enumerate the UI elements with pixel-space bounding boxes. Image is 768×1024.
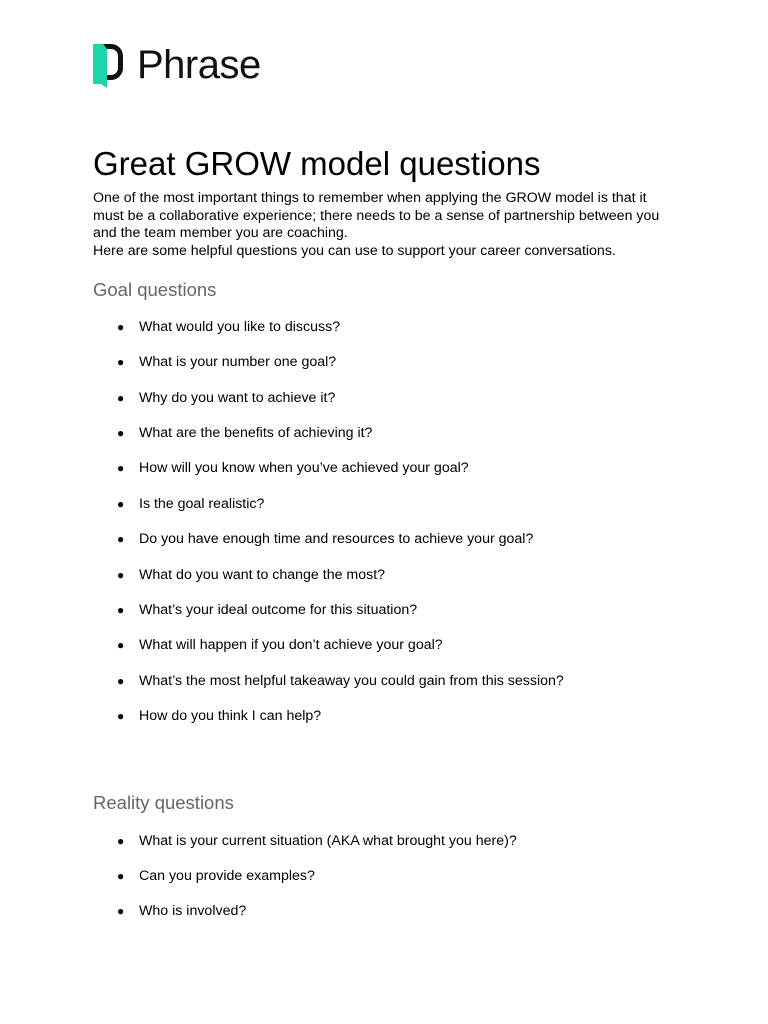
intro-text-helpful: Here are some helpful questions you can use to support your career conversations. [93, 243, 616, 260]
list-item [93, 664, 673, 699]
goal-questions-list [93, 310, 673, 735]
bullet-icon: ● [117, 833, 125, 848]
bullet-icon: ● [117, 638, 125, 653]
bullet-icon: ● [117, 390, 125, 405]
list-item [93, 699, 673, 734]
list-item [93, 628, 673, 663]
document-body [93, 144, 673, 930]
bullet-icon: ● [117, 355, 125, 370]
question-text: What will happen if you don’t achieve your goal? [139, 637, 443, 654]
list-item [93, 593, 673, 628]
bullet-icon: ● [117, 904, 125, 919]
reality-questions-heading: Reality questions [93, 791, 234, 813]
list-item [93, 416, 673, 451]
phrase-logo-icon [93, 42, 124, 88]
list-item [93, 824, 673, 859]
question-text: What’s your ideal outcome for this situation? [139, 601, 418, 618]
question-text: What do you want to change the most? [139, 566, 386, 583]
intro-paragraph [93, 190, 673, 261]
list-item [93, 310, 673, 345]
question-text: Who is involved? [139, 903, 247, 920]
brand-logo [93, 42, 261, 88]
bullet-icon: ● [117, 532, 125, 547]
question-text: Why do you want to achieve it? [139, 389, 336, 406]
list-item [93, 451, 673, 486]
question-text: How do you think I can help? [139, 708, 322, 725]
list-item [93, 345, 673, 380]
bullet-icon: ● [117, 496, 125, 511]
bullet-icon: ● [117, 709, 125, 724]
list-item [93, 859, 673, 894]
question-text: What’s the most helpful takeaway you could gain from this session? [139, 672, 564, 689]
bullet-icon: ● [117, 461, 125, 476]
question-text: Can you provide examples? [139, 867, 315, 884]
goal-questions-heading: Goal questions [93, 278, 217, 300]
brand-name: Phrase [137, 43, 261, 87]
bullet-icon: ● [117, 319, 125, 334]
intro-text: One of the most important things to remember when applying the GROW model is that it must be a collaborative experience; there needs to be a sense of partnership between you and the team member you are coaching. [93, 190, 660, 242]
list-item [93, 522, 673, 557]
list-item [93, 558, 673, 593]
question-text: Do you have enough time and resources to achieve your goal? [139, 531, 534, 548]
question-text: What would you like to discuss? [139, 318, 341, 335]
bullet-icon: ● [117, 868, 125, 883]
question-text: How will you know when you’ve achieved your goal? [139, 460, 469, 477]
list-item [93, 381, 673, 416]
bullet-icon: ● [117, 602, 125, 617]
question-text: What are the benefits of achieving it? [139, 424, 373, 441]
reality-questions-list [93, 824, 673, 930]
document-title: Great GROW model questions [93, 145, 541, 182]
list-item [93, 487, 673, 522]
bullet-icon: ● [117, 425, 125, 440]
question-text: Is the goal realistic? [139, 495, 265, 512]
bullet-icon: ● [117, 673, 125, 688]
question-text: What is your number one goal? [139, 354, 337, 371]
question-text: What is your current situation (AKA what brought you here)? [139, 832, 517, 849]
list-item [93, 894, 673, 929]
bullet-icon: ● [117, 567, 125, 582]
